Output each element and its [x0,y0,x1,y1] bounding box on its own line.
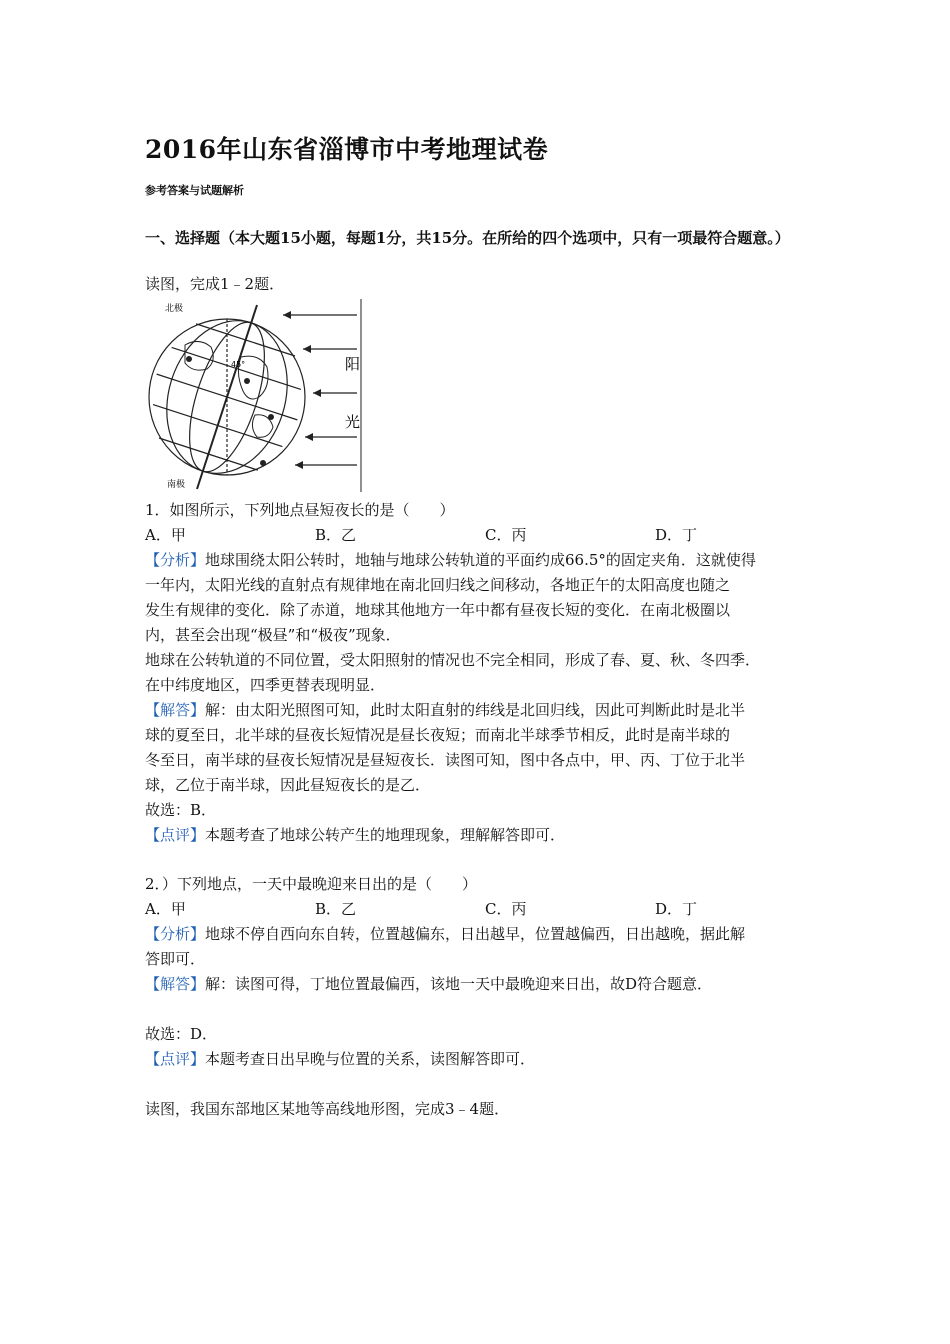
q2-option-d[interactable]: D．丁 [655,900,698,918]
q2-option-a[interactable]: A．甲 [145,900,186,918]
location-point-ding [260,460,266,466]
q1-comment: 【点评】本题考查了地球公转产生的地理现象，理解解答即可． [145,826,566,844]
q1-option-a[interactable]: A．甲 [145,526,186,544]
arrowhead [303,345,311,353]
q1-option-c[interactable]: C．丙 [485,526,527,544]
q2-answer-tag: 【解答】 [145,975,206,993]
q1-option-b[interactable]: B．乙 [315,526,357,544]
q1-stem: 1．如图所示，下列地点昼短夜长的是（ ） [145,501,455,519]
arrowhead [313,389,321,397]
globe-diagram [145,297,365,492]
q2-analysis-tag: 【分析】 [145,925,206,943]
q2-answer: 【解答】解：读图可得，丁地位置最偏西，该地一天中最晚迎来日出，故D符合题意． [145,975,713,993]
q1-analysis-line: 地球在公转轨道的不同位置，受太阳照射的情况也不完全相同，形成了春、夏、秋、冬四季． [145,651,761,669]
section-heading: 一、选择题（本大题15小题，每题1分，共15分。在所给的四个选项中，只有一项最符合题意。） [145,229,790,247]
q1-comment-tag: 【点评】 [145,826,206,844]
globe-sunlight-figure [145,297,365,492]
q1-answer-tag: 【解答】 [145,701,206,719]
label-latitude: 45° [231,360,246,369]
q2-analysis-line: 答即可． [145,950,206,968]
arrowhead [283,311,291,319]
q1-answer-line: 冬至日，南半球的昼夜长短情况是昼短夜长．读图可知，图中各点中，甲、丙、丁位于北半 [145,751,746,769]
q2-comment: 【点评】本题考查日出早晚与位置的关系，读图解答即可． [145,1050,536,1068]
q1-answer-line: 球，乙位于南半球，因此昼短夜长的是乙． [145,776,431,794]
q2-stem: 2．）下列地点，一天中最晚迎来日出的是（ ） [145,875,478,893]
q2-choice: 故选：D． [145,1025,218,1043]
q1-analysis-line: 内，甚至会出现“极昼”和“极夜”现象． [145,626,401,644]
page-subtitle: 参考答案与试题解析 [145,184,244,197]
label-sun-char-2: 光 [345,413,361,431]
q2-option-c[interactable]: C．丙 [485,900,527,918]
intro-q1-2: 读图，完成1﹣2题． [145,275,285,293]
location-point-bing [244,378,250,384]
q2-options [145,897,825,922]
q1-options [145,523,825,548]
arrowhead [305,433,313,441]
label-south-pole: 南极 [167,480,186,490]
q1-option-d[interactable]: D．丁 [655,526,698,544]
q2-option-b[interactable]: B．乙 [315,900,357,918]
q1-analysis-line: 一年内，太阳光线的直射点有规律地在南北回归线之间移动，各地正午的太阳高度也随之 [145,576,731,594]
q1-choice: 故选：B． [145,801,217,819]
location-point-yi [268,414,274,420]
q1-analysis-tag: 【分析】 [145,551,206,569]
label-sun-char-1: 阳 [345,355,361,373]
q1-answer-line: 【解答】解：由太阳光照图可知，此时太阳直射的纬线是北回归线，因此可判断此时是北半 [145,701,746,719]
q1-analysis-line: 发生有规律的变化．除了赤道，地球其他地方一年中都有昼夜长短的变化．在南北极圈以 [145,601,731,619]
q1-analysis-line: 【分析】地球围绕太阳公转时，地轴与地球公转轨道的平面约成66.5°的固定夹角．这就使得 [145,551,756,569]
q2-comment-tag: 【点评】 [145,1050,206,1068]
q1-answer-line: 球的夏至日，北半球的昼夜长短情况是昼长夜短；而南北半球季节相反，此时是南半球的 [145,726,731,744]
intro-q3-4: 读图，我国东部地区某地等高线地形图，完成3﹣4题． [145,1100,510,1118]
page-title: 2016年山东省淄博市中考地理试卷 [145,135,549,164]
q1-analysis-line: 在中纬度地区，四季更替表现明显． [145,676,386,694]
arrowhead [295,461,303,469]
location-point-jia [186,356,192,362]
q2-analysis-line: 【分析】地球不停自西向东自转，位置越偏东，日出越早，位置越偏西，日出越晚，据此解 [145,925,746,943]
label-north-pole: 北极 [165,304,184,314]
